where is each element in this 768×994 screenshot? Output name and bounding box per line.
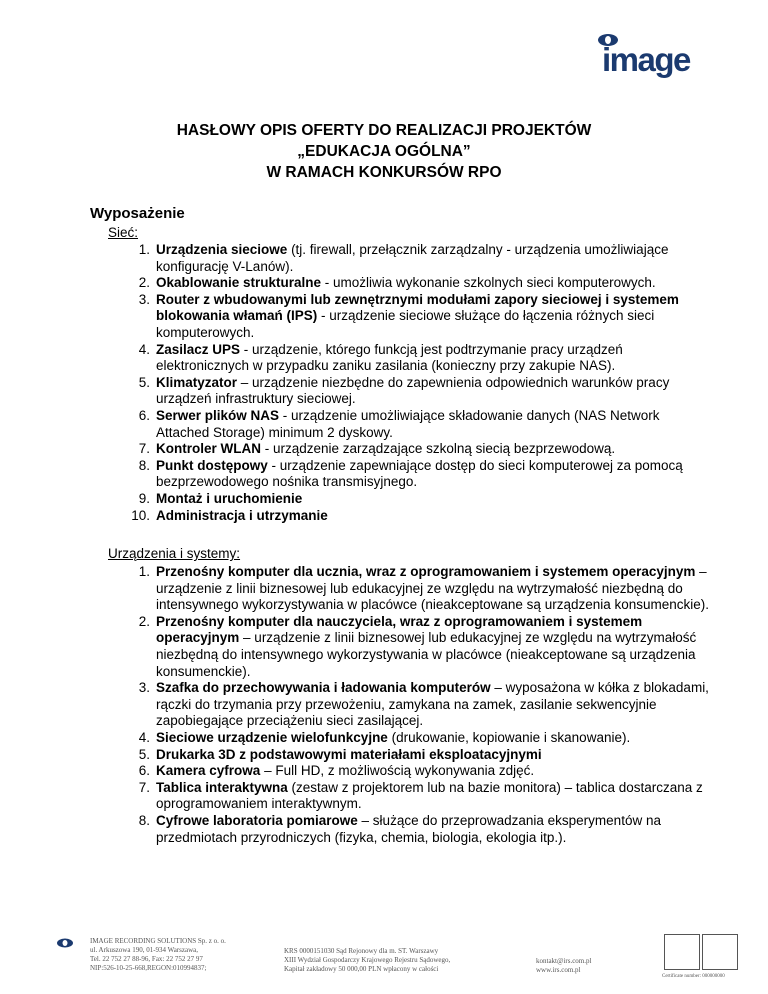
list-item-title: Klimatyzator — [156, 374, 238, 390]
title-line-3: W RAMACH KONKURSÓW RPO — [266, 164, 502, 181]
list-item-title: Urządzenia sieciowe — [156, 242, 288, 257]
list-item-number: 9. — [138, 490, 150, 506]
footer-email: kontakt@irs.com.pl — [536, 957, 592, 965]
list-item-title: Drukarka 3D z podstawowymi materiałami eksploatacyjnymi — [156, 746, 542, 762]
list-item — [108, 680, 713, 730]
list-item — [108, 813, 713, 846]
list-item-description: – służące do przeprowadzania eksperymentów na przedmiotach przyrodniczych (fizyka, chemia, biologia, ekologia itp.). — [156, 812, 661, 845]
list-item — [108, 508, 713, 525]
title-line-1: HASŁOWY OPIS OFERTY DO REALIZACJI PROJEKTÓW — [176, 122, 592, 139]
list-item-description: - urządzenie zarządzające szkolną siecią bezprzewodową. — [261, 441, 616, 457]
list-item-number: 5. — [138, 746, 150, 762]
title-line-2: „EDUKACJA OGÓLNA” — [297, 143, 471, 160]
siec-list — [108, 242, 713, 524]
list-item-number: 4. — [138, 729, 150, 745]
list-item-description: (drukowanie, kopiowanie i skanowanie). — [387, 729, 631, 745]
list-item — [108, 458, 713, 491]
list-item-description: (tj. firewall, przełącznik zarządzalny - urządzenia umożliwiające konfigurację V-Lanów). — [156, 242, 669, 274]
footer-capital: Kapitał zakładowy 50 000,00 PLN wpłacony w całości — [284, 965, 439, 973]
list-item — [108, 408, 713, 441]
list-item-number: 10. — [131, 507, 150, 523]
list-item-number: 8. — [138, 812, 150, 828]
list-item-number: 6. — [138, 407, 150, 423]
list-item-description: – Full HD, z możliwością wykonywania zdjęć. — [260, 763, 535, 779]
cert-number: Certificate number: 000000000 — [662, 974, 725, 979]
footer-contact — [536, 957, 616, 975]
footer — [0, 930, 768, 994]
list-item — [108, 375, 713, 408]
footer-company — [90, 937, 250, 973]
list-item-number: 7. — [138, 779, 150, 795]
list-item-title: Szafka do przechowywania i ładowania komputerów — [156, 680, 491, 696]
urzadzenia-heading: Urządzenia i systemy: — [108, 546, 241, 561]
list-item-description: – wyposażona w kółka z blokadami, rączki do trzymania przy przewożeniu, zamykana na zamek, zasilanie sekwencyjnie zapobiegające przeciążeniu sieci zasilającej. — [156, 680, 709, 729]
list-item — [108, 441, 713, 458]
list-item-number: 1. — [138, 564, 150, 579]
list-item-number: 2. — [138, 275, 150, 291]
list-item-number: 1. — [138, 242, 150, 257]
list-item-number: 7. — [138, 441, 150, 457]
footer-address: ul. Arkuszowa 190, 01-934 Warszawa, — [90, 946, 198, 954]
list-item-title: Router z wbudowanymi lub zewnętrznymi modułami zapory sieciowej i systemem blokowania włamań (IPS) — [156, 291, 679, 324]
list-item-number: 4. — [138, 341, 150, 357]
footer-krs: KRS 0000151030 Sąd Rejonowy dla m. ST. Warszawy — [284, 947, 439, 955]
footer-court: XIII Wydział Gospodarczy Krajowego Rejestru Sądowego, — [284, 956, 451, 964]
list-item — [108, 292, 713, 342]
list-item-description: – urządzenie z linii biznesowej lub edukacyjnej ze względu na wytrzymałość niezbędną do intensywnego wykorzystywania w placówce (nieakceptowane są urządzenia konsumenckie). — [156, 630, 697, 679]
list-item-title: Kontroler WLAN — [156, 441, 261, 457]
list-item — [108, 747, 713, 764]
list-item — [108, 763, 713, 780]
urzadzenia-list — [108, 564, 713, 846]
list-item-title: Administracja i utrzymanie — [156, 507, 328, 523]
list-item — [108, 780, 713, 813]
footer-nip: NIP:526-10-25-668,REGON:010994837; — [90, 964, 207, 972]
list-item — [108, 730, 713, 747]
list-item-description: (zestaw z projektorem lub na bazie monitora) – tablica dostarczana z oprogramowaniem interaktywnym. — [156, 779, 703, 812]
list-item-number: 6. — [138, 763, 150, 779]
list-item-title: Przenośny komputer dla ucznia, wraz z oprogramowaniem i systemem operacyjnym — [156, 564, 696, 579]
section-heading: Wyposażenie — [90, 205, 185, 222]
list-item-number: 3. — [138, 291, 150, 307]
list-item — [108, 614, 713, 680]
list-item-number: 2. — [138, 613, 150, 629]
footer-website: www.irs.com.pl — [536, 966, 581, 974]
list-item — [108, 564, 713, 614]
list-item-description: - urządzenie sieciowe służące do łączenia różnych sieci komputerowych. — [156, 308, 655, 340]
footer-phone: Tel. 22 752 27 88-96, Fax: 22 752 27 97 — [90, 955, 203, 963]
list-item-description: – urządzenie niezbędne do zapewnienia odpowiednich warunków pracy urządzeń infrastruktury sieciowej. — [156, 374, 670, 407]
list-item-title: Punkt dostępowy — [156, 457, 268, 473]
list-item-number: 8. — [138, 457, 150, 473]
ukas-cert-icon — [702, 934, 738, 970]
list-item-description: - urządzenie umożliwiające składowanie danych (NAS Network Attached Storage) minimum 2 dyskowy. — [156, 407, 660, 440]
list-item-title: Sieciowe urządzenie wielofunkcyjne — [156, 729, 388, 745]
siec-heading: Sieć: — [108, 225, 139, 240]
list-item — [108, 491, 713, 508]
footer-logo-icon — [56, 938, 74, 948]
footer-company-name: IMAGE RECORDING SOLUTIONS Sp. z o. o. — [90, 937, 226, 945]
list-item-title: Przenośny komputer dla nauczyciela, wraz z oprogramowaniem i systemem operacyjnym — [156, 613, 643, 646]
list-item-title: Tablica interaktywna — [156, 779, 288, 795]
list-item-description: - umożliwia wykonanie szkolnych sieci komputerowych. — [321, 275, 656, 291]
list-item-title: Kamera cyfrowa — [156, 763, 261, 779]
document-title — [0, 120, 768, 183]
list-item-title: Zasilacz UPS — [156, 341, 241, 357]
list-item-description: – urządzenie z linii biznesowej lub edukacyjnej ze względu na wytrzymałość niezbędną do intensywnego wykorzystywania w placówce (nieakceptowane są urządzenia konsumenckie). — [156, 564, 710, 613]
list-item-description: - urządzenie, którego funkcją jest podtrzymanie pracy urządzeń elektronicznych w przypadku zaniku zasilania (konieczny przy zakupie NAS). — [156, 341, 623, 374]
list-item — [108, 342, 713, 375]
footer-registry — [284, 947, 484, 974]
list-item-description: - urządzenie zapewniające dostęp do sieci komputerowej za pomocą bezprzewodowego nośnika transmisyjnego. — [156, 457, 683, 490]
quality-cert-icon — [664, 934, 700, 970]
list-item-title: Cyfrowe laboratoria pomiarowe — [156, 812, 358, 828]
list-item-title: Serwer plików NAS — [156, 407, 280, 423]
list-item-title: Montaż i uruchomienie — [156, 490, 303, 506]
list-item — [108, 275, 713, 292]
list-item-title: Okablowanie strukturalne — [156, 275, 322, 291]
list-item — [108, 242, 713, 275]
list-item-number: 3. — [138, 680, 150, 696]
company-logo: image — [602, 41, 690, 78]
list-item-number: 5. — [138, 374, 150, 390]
